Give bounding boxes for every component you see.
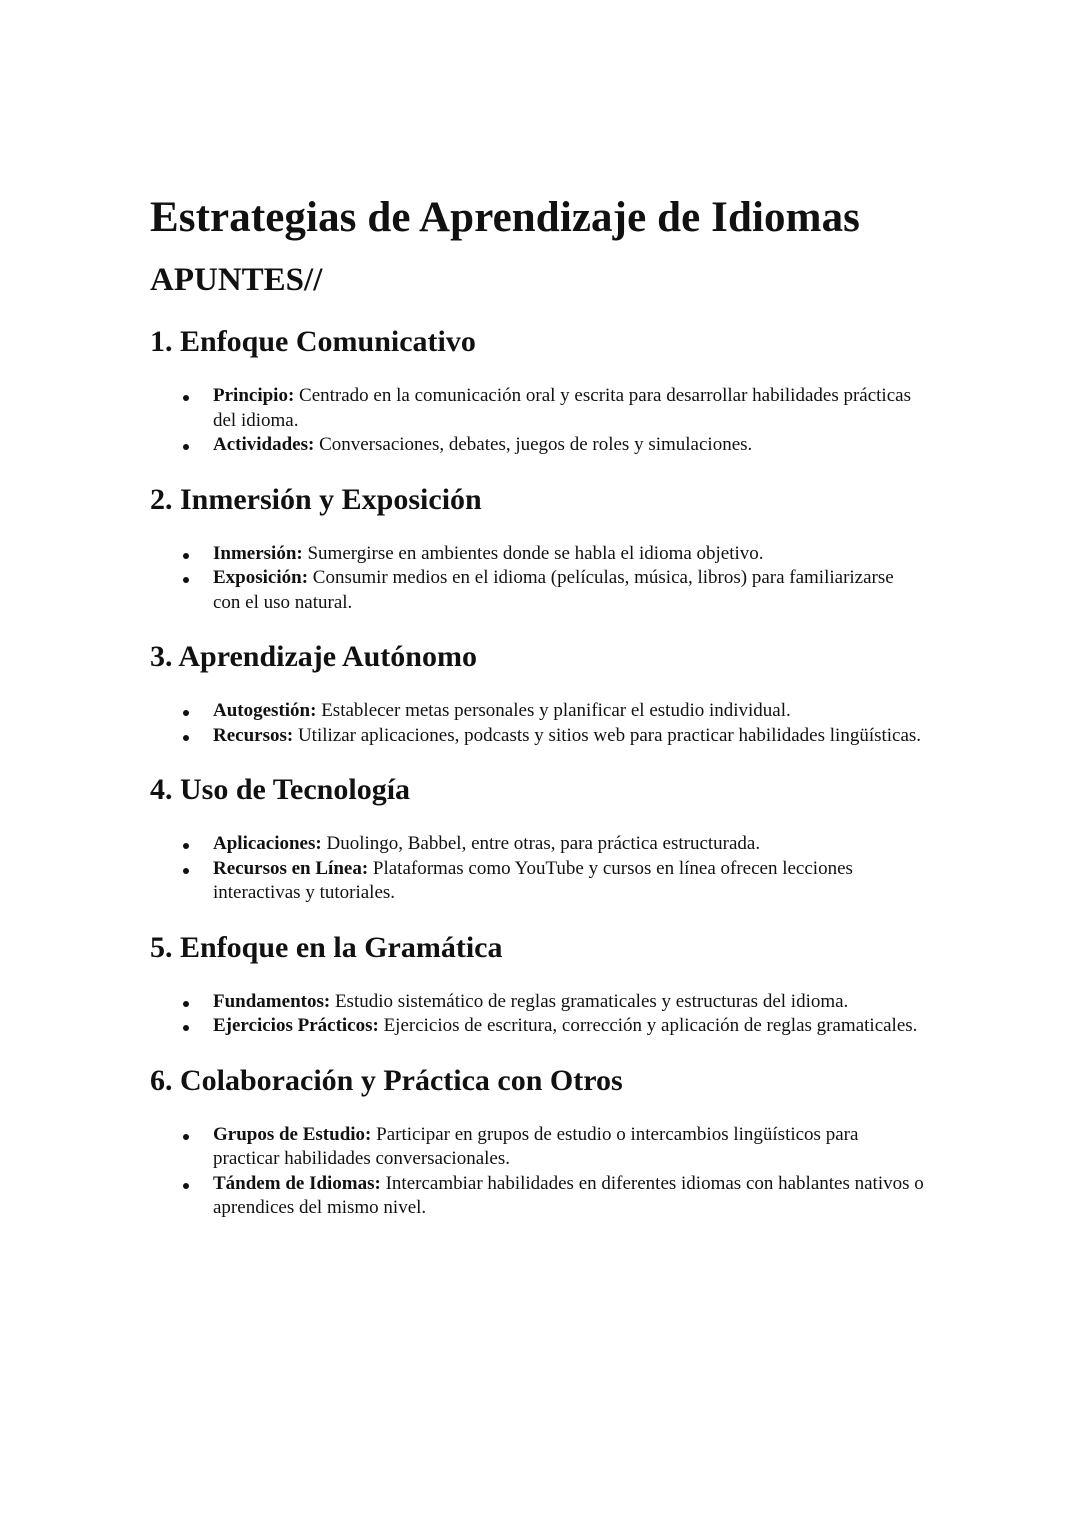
- list-item: [150, 832, 925, 857]
- list-item: [150, 1123, 925, 1172]
- item-term: Actividades:: [213, 434, 315, 455]
- list-item: [150, 566, 925, 615]
- item-text: Centrado en la comunicación oral y escrita para desarrollar habilidades prácticas del idioma.: [213, 385, 911, 431]
- section-heading: 5. Enfoque en la Gramática: [150, 930, 503, 964]
- item-term: Fundamentos:: [213, 990, 331, 1012]
- bullet-list: [150, 832, 940, 906]
- section-heading: 3. Aprendizaje Autónomo: [150, 640, 477, 673]
- item-text: Participar en grupos de estudio o intercambios lingüísticos para practicar habilidades conversacionales.: [213, 1123, 859, 1169]
- item-term: Autogestión:: [213, 700, 317, 721]
- item-text: Utilizar aplicaciones, podcasts y sitios web para practicar habilidades lingüísticas.: [297, 724, 922, 746]
- list-item: [150, 724, 925, 749]
- section-inmersion-exposicion: [150, 480, 940, 616]
- bullet-icon: [183, 577, 189, 583]
- bullet-icon: [183, 710, 189, 716]
- bullet-icon: [183, 444, 189, 450]
- document-title: Estrategias de Aprendizaje de Idiomas: [150, 194, 861, 241]
- item-text: Intercambiar habilidades en diferentes idiomas con hablantes nativos o aprendices del mismo nivel.: [213, 1172, 924, 1218]
- item-text: Ejercicios de escritura, corrección y aplicación de reglas gramaticales.: [383, 1015, 918, 1036]
- section-heading: 1. Enfoque Comunicativo: [150, 325, 476, 358]
- item-text: Plataformas como YouTube y cursos en línea ofrecen lecciones interactivas y tutoriales.: [213, 857, 853, 903]
- bullet-list: [150, 542, 940, 616]
- item-term: Grupos de Estudio:: [213, 1123, 372, 1145]
- section-heading: 2. Inmersión y Exposición: [150, 482, 482, 516]
- item-text: Estudio sistemático de reglas gramaticales y estructuras del idioma.: [334, 990, 849, 1012]
- section-aprendizaje-autonomo: [150, 637, 940, 748]
- list-item: [150, 1014, 925, 1039]
- section-heading: 4. Uso de Tecnología: [150, 773, 411, 806]
- list-item: [150, 433, 925, 458]
- section-uso-de-tecnologia: [150, 770, 940, 906]
- bullet-icon: [183, 1001, 189, 1007]
- item-term: Recursos en Línea:: [213, 857, 369, 879]
- item-term: Principio:: [213, 385, 295, 406]
- item-text: Consumir medios en el idioma (películas, música, libros) para familiarizarse con el uso natural.: [213, 567, 894, 613]
- section-enfoque-comunicativo: [150, 322, 940, 458]
- list-item: [150, 1172, 925, 1221]
- list-item: [150, 384, 925, 433]
- bullet-icon: [183, 868, 189, 874]
- section-colaboracion-practica: [150, 1061, 940, 1221]
- bullet-list: [150, 699, 940, 748]
- item-text: Sumergirse en ambientes donde se habla el idioma objetivo.: [307, 542, 764, 564]
- bullet-icon: [183, 1025, 189, 1031]
- item-text: Establecer metas personales y planificar el estudio individual.: [321, 700, 791, 721]
- bullet-icon: [183, 843, 189, 849]
- item-term: Exposición:: [213, 567, 309, 588]
- bullet-list: [150, 990, 940, 1039]
- item-term: Ejercicios Prácticos:: [213, 1015, 379, 1036]
- bullet-icon: [183, 1134, 189, 1140]
- item-term: Aplicaciones:: [213, 833, 322, 854]
- bullet-icon: [183, 1183, 189, 1189]
- list-item: [150, 990, 925, 1015]
- document-subtitle: APUNTES//: [150, 262, 323, 298]
- bullet-icon: [183, 553, 189, 559]
- section-enfoque-gramatica: [150, 928, 940, 1039]
- section-heading: 6. Colaboración y Práctica con Otros: [150, 1063, 623, 1097]
- item-text: Duolingo, Babbel, entre otras, para práctica estructurada.: [326, 833, 761, 854]
- bullet-icon: [183, 735, 189, 741]
- list-item: [150, 542, 925, 567]
- item-text: Conversaciones, debates, juegos de roles y simulaciones.: [319, 434, 753, 455]
- bullet-list: [150, 384, 940, 458]
- item-term: Tándem de Idiomas:: [213, 1172, 381, 1194]
- bullet-list: [150, 1123, 940, 1221]
- item-term: Inmersión:: [213, 542, 303, 564]
- document-page: [150, 190, 940, 1221]
- list-item: [150, 699, 925, 724]
- list-item: [150, 857, 925, 906]
- bullet-icon: [183, 395, 189, 401]
- item-term: Recursos:: [213, 724, 294, 746]
